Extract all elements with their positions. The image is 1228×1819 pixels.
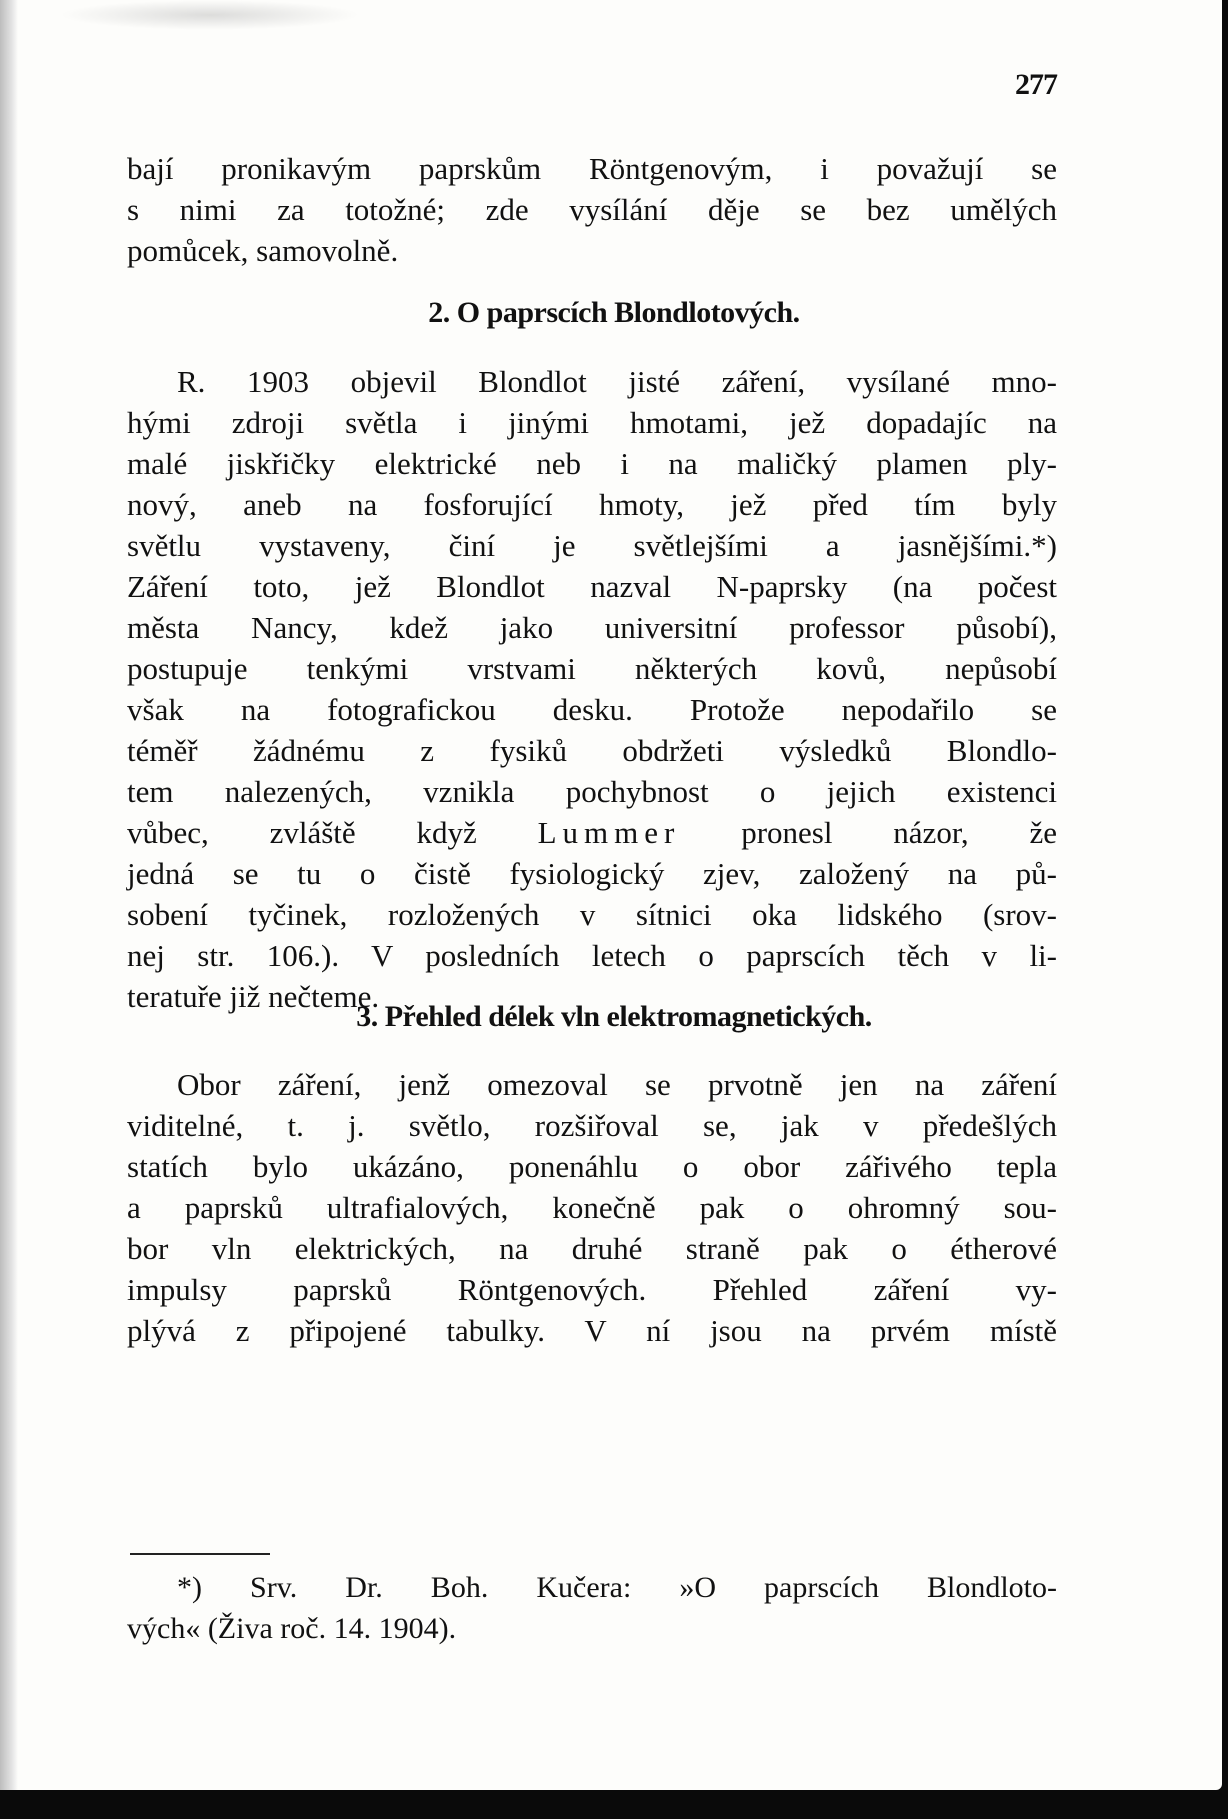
text-line: však na fotografickou desku. Protože nepodařilo se [127, 692, 1057, 727]
text-line: hými zdroji světla i jinými hmotami, jež dopadajíc na [127, 405, 1057, 440]
text-line: statích bylo ukázáno, ponenáhlu o obor zářivého tepla [127, 1149, 1057, 1184]
text-line: téměř žádnému z fysiků obdržeti výsledků Blondlo- [127, 733, 1057, 768]
text-line: města Nancy, kdež jako universitní professor působí), [127, 610, 1057, 645]
text-line: bor vln elektrických, na druhé straně pak o étherové [127, 1231, 1057, 1266]
text-line: sobení tyčinek, rozložených v sítnici oka lidského (srov- [127, 897, 1057, 932]
page-binding-shadow [0, 0, 18, 1790]
text-line: pomůcek, samovolně. [127, 233, 399, 268]
person-name-spaced: Lummer [537, 815, 681, 850]
section-2-paragraph [127, 361, 1057, 1017]
footnote-divider [130, 1553, 270, 1555]
text-line: světlu vystaveny, činí je světlejšími a jasnějšími.*) [127, 528, 1057, 563]
text-line: nej str. 106.). V posledních letech o paprscích těch v li- [127, 938, 1057, 973]
text-line: R. 1903 objevil Blondlot jisté záření, vysílané mno- [177, 364, 1057, 399]
text-line: postupuje tenkými vrstvami některých kovů, nepůsobí [127, 651, 1057, 686]
text-line: plývá z připojené tabulky. V ní jsou na prvém místě [127, 1313, 1057, 1348]
footnote [127, 1568, 1057, 1650]
text-line: nový, aneb na fosforující hmoty, jež před tím byly [127, 487, 1057, 522]
section-heading-3: 3. Přehled délek vln elektromagnetických. [356, 1000, 872, 1033]
text-line: impulsy paprsků Röntgenových. Přehled záření vy- [127, 1272, 1057, 1307]
text-line: a paprsků ultrafialových, konečně pak o ohromný sou- [127, 1190, 1057, 1225]
scan-smudge [60, 0, 360, 30]
text-line: malé jiskřičky elektrické neb i na maličký plamen ply- [127, 446, 1057, 481]
text-line: s nimi za totožné; zde vysílání děje se bez umělých [127, 192, 1057, 227]
section-heading-2: 2. O paprscích Blondlotových. [428, 296, 800, 329]
text-line: bají pronikavým paprskům Röntgenovým, i považují se [127, 151, 1057, 186]
footnote-line: vých« (Živa roč. 14. 1904). [127, 1612, 457, 1645]
text-line: teratuře již nečteme. [127, 979, 380, 1014]
text-line: Obor záření, jenž omezoval se prvotně jen na záření [177, 1067, 1057, 1102]
text-fragment: vůbec, zvláště když [127, 815, 477, 850]
intro-paragraph [127, 148, 1057, 271]
text-fragment: pronesl názor, že [741, 815, 1057, 850]
text-line: tem nalezených, vznikla pochybnost o jejich existenci [127, 774, 1057, 809]
section-3-paragraph [127, 1064, 1057, 1351]
footnote-line: *) Srv. Dr. Boh. Kučera: »O paprscích Blondloto- [177, 1571, 1057, 1604]
text-line: jedná se tu o čistě fysiologický zjev, založený na pů- [127, 856, 1057, 891]
text-line-lummer [127, 812, 1057, 853]
text-line: Záření toto, jež Blondlot nazval N-paprsky (na počest [127, 569, 1057, 604]
text-line: viditelné, t. j. světlo, rozšiřoval se, jak v předešlých [127, 1108, 1057, 1143]
page-number: 277 [1015, 68, 1057, 101]
